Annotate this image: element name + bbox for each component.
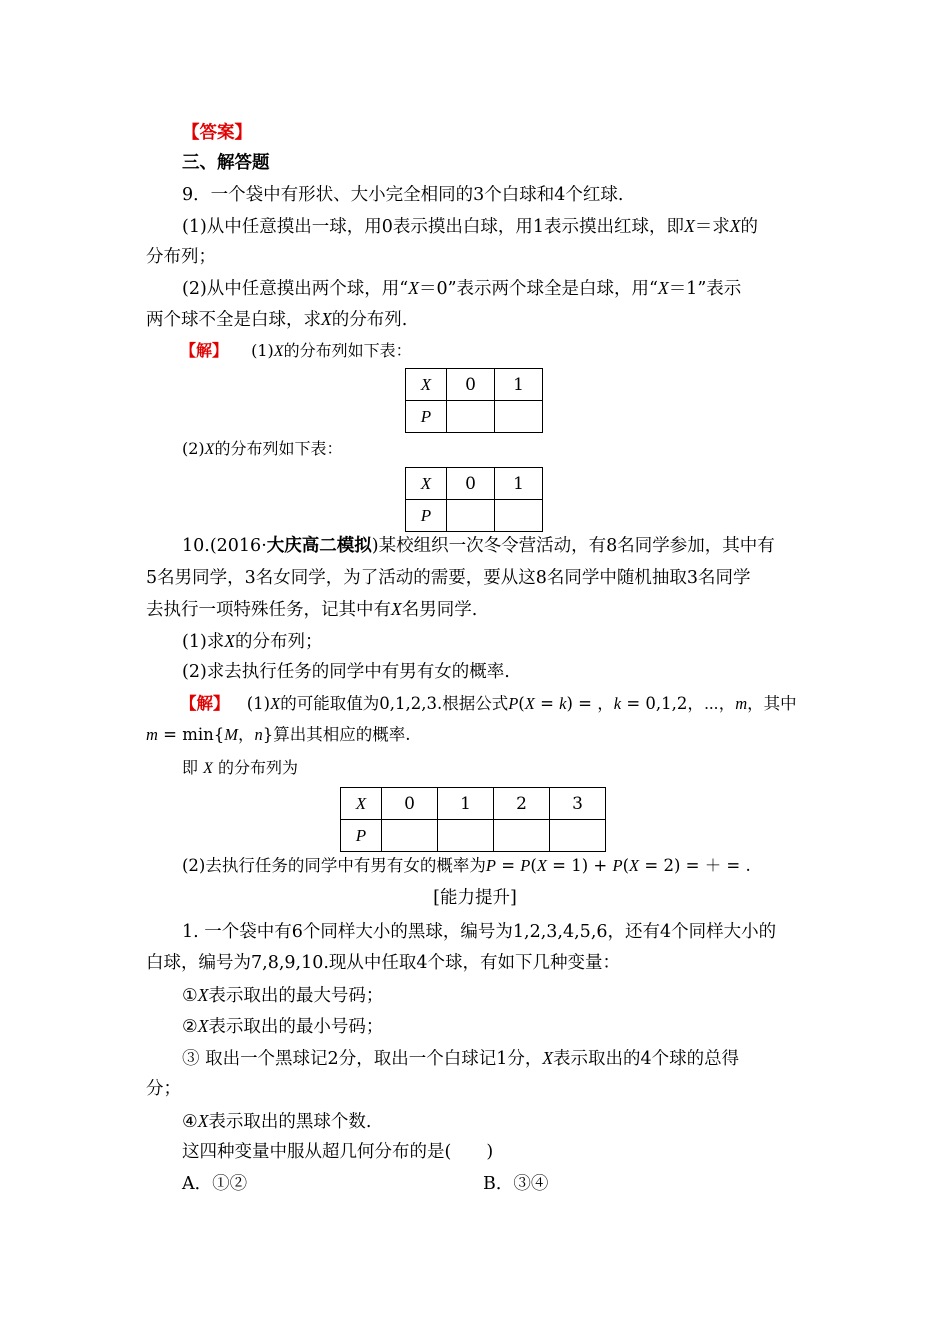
table-cell: X — [341, 788, 382, 820]
q10-solution-2: (2)去执行任务的同学中有男有女的概率为P = P(X = 1) + P(X = 2) = ＋ = . — [182, 856, 751, 875]
table-cell — [495, 401, 543, 433]
q9-table-2 — [405, 467, 543, 532]
solution-tag: 【解】 — [180, 341, 229, 360]
answer-tag: 【答案】 — [182, 123, 252, 143]
table-cell — [447, 401, 495, 433]
table-cell: P — [406, 500, 447, 532]
table-cell: X — [406, 369, 447, 401]
q10-stem: 10.(2016·大庆高二模拟)某校组织一次冬令营活动，有8名同学参加，其中有 — [182, 536, 775, 556]
q9-part2-cont: 两个球不全是白球，求X的分布列. — [146, 309, 408, 330]
q9-part1-cont: 分布列； — [146, 247, 216, 267]
table-cell — [495, 500, 543, 532]
table-cell — [382, 820, 438, 852]
q10-stem-cont: 5名男同学，3名女同学，为了活动的需要，要从这8名同学中随机抽取3名同学 — [146, 568, 751, 588]
a1-choice-1: ①X表示取出的最大号码； — [182, 985, 384, 1006]
table-cell: 0 — [447, 468, 495, 500]
option-a: A．①② — [182, 1174, 248, 1194]
q9-stem: 9．一个袋中有形状、大小完全相同的3个白球和4个红球. — [182, 185, 624, 205]
a1-question: 这四种变量中服从超几何分布的是( ) — [182, 1142, 494, 1162]
q9-solution-1: 【解】 (1)X的分布列如下表： — [180, 341, 412, 360]
table-cell — [550, 820, 606, 852]
table-cell — [494, 820, 550, 852]
q9-part2: (2)从中任意摸出两个球，用“X＝0”表示两个球全是白球，用“X＝1”表示 — [182, 278, 742, 299]
table-cell: X — [406, 468, 447, 500]
a1-choice-2: ②X表示取出的最小号码； — [182, 1016, 384, 1037]
q10-part2: (2)求去执行任务的同学中有男有女的概率. — [182, 662, 510, 682]
table-cell: 1 — [495, 468, 543, 500]
q10-solution-1-cont: m = min{M，n}算出其相应的概率. — [146, 725, 411, 744]
q9-solution-2: (2)X的分布列如下表： — [182, 439, 343, 458]
a1-stem-cont: 白球，编号为7,8,9,10.现从中任取4个球，有如下几种变量： — [146, 953, 621, 973]
q10-table — [340, 787, 606, 852]
a1-stem: 1. 一个袋中有6个同样大小的黑球，编号为1,2,3,4,5,6，还有4个同样大小的 — [182, 922, 777, 942]
table-cell: 3 — [550, 788, 606, 820]
q9-part1: (1)从中任意摸出一球，用0表示摸出白球，用1表示摸出红球，即X＝求X的 — [182, 216, 758, 237]
q10-part1: (1)求X的分布列； — [182, 631, 323, 652]
table-cell: 0 — [447, 369, 495, 401]
q9-table-1 — [405, 368, 543, 433]
q10-solution-1: 【解】 (1)X的可能取值为0,1,2,3.根据公式P(X = k) = ，k = 0,1,2，⋯，m，其中 — [180, 694, 797, 713]
solution-tag: 【解】 — [180, 694, 230, 713]
table-cell — [438, 820, 494, 852]
a1-choice-4: ④X表示取出的黑球个数. — [182, 1111, 372, 1132]
table-cell: 1 — [495, 369, 543, 401]
section-heading: 三、解答题 — [182, 153, 270, 173]
a1-choice-3: ③ 取出一个黑球记2分，取出一个白球记1分，X表示取出的4个球的总得 — [182, 1048, 740, 1069]
table-cell: 0 — [382, 788, 438, 820]
q10-distribution-label: 即 X 的分布列为 — [182, 758, 298, 777]
table-cell: P — [341, 820, 382, 852]
table-cell: P — [406, 401, 447, 433]
option-b: B．③④ — [483, 1174, 549, 1194]
table-cell — [447, 500, 495, 532]
table-cell: 1 — [438, 788, 494, 820]
table-cell: 2 — [494, 788, 550, 820]
a1-choice-3-cont: 分； — [146, 1079, 181, 1099]
q10-stem-cont2: 去执行一项特殊任务，记其中有X名男同学. — [146, 599, 478, 620]
ability-heading: [能力提升] — [433, 888, 517, 908]
